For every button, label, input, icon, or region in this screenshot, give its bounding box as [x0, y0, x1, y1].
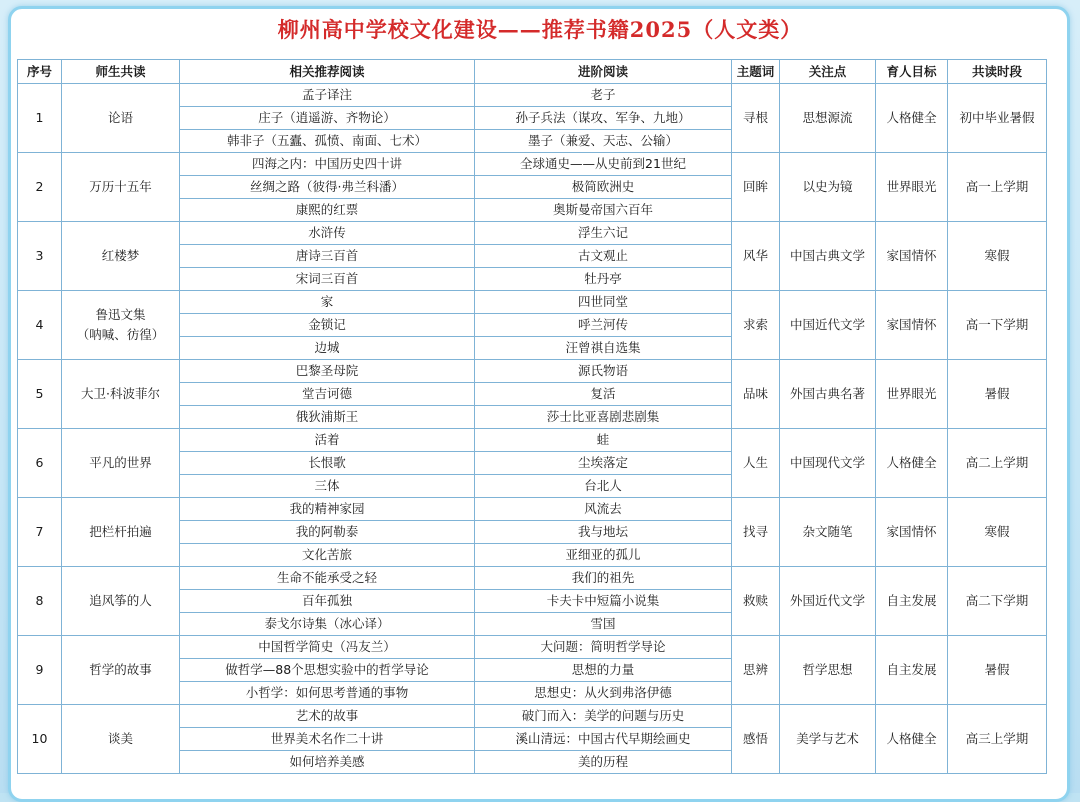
- advanced-book: 墨子（兼爱、天志、公输）: [475, 130, 732, 153]
- related-book: 水浒传: [180, 222, 475, 245]
- related-book: 世界美术名作二十讲: [180, 728, 475, 751]
- core-book: [62, 567, 180, 636]
- row-number: 1: [18, 84, 62, 153]
- core-book-title: 追风筝的人: [89, 593, 152, 608]
- advanced-book: 全球通史——从史前到21世纪: [475, 153, 732, 176]
- advanced-book: 尘埃落定: [475, 452, 732, 475]
- advanced-book: 浮生六记: [475, 222, 732, 245]
- core-book: [62, 153, 180, 222]
- table-row: [18, 705, 1047, 728]
- education-goal: 自主发展: [876, 567, 948, 636]
- related-book: 孟子译注: [180, 84, 475, 107]
- table-row: [18, 360, 1047, 383]
- advanced-book: 汪曾祺自选集: [475, 337, 732, 360]
- theme-word: 风华: [732, 222, 780, 291]
- focus-point: 美学与艺术: [780, 705, 876, 774]
- advanced-book: 四世同堂: [475, 291, 732, 314]
- reading-period: 寒假: [948, 222, 1047, 291]
- table-row: [18, 567, 1047, 590]
- reading-period: 暑假: [948, 636, 1047, 705]
- reading-period: 高一下学期: [948, 291, 1047, 360]
- advanced-book: 老子: [475, 84, 732, 107]
- related-book: 文化苦旅: [180, 544, 475, 567]
- table-row: [18, 222, 1047, 245]
- core-book-title: 平凡的世界: [89, 455, 152, 470]
- header-cell: 师生共读: [62, 60, 180, 84]
- core-book: [62, 705, 180, 774]
- row-number: 4: [18, 291, 62, 360]
- reading-period: 初中毕业暑假: [948, 84, 1047, 153]
- related-book: 边城: [180, 337, 475, 360]
- core-book-note: （呐喊、彷徨）: [76, 327, 165, 342]
- theme-word: 求索: [732, 291, 780, 360]
- row-number: 7: [18, 498, 62, 567]
- core-book-title: 论语: [107, 110, 133, 125]
- core-book: [62, 636, 180, 705]
- table-row: [18, 429, 1047, 452]
- advanced-book: 牡丹亭: [475, 268, 732, 291]
- theme-word: 感悟: [732, 705, 780, 774]
- reading-period: 高一上学期: [948, 153, 1047, 222]
- related-book: 小哲学：如何思考普通的事物: [180, 682, 475, 705]
- focus-point: 以史为镜: [780, 153, 876, 222]
- focus-point: 杂文随笔: [780, 498, 876, 567]
- core-book-title: 把栏杆拍遍: [89, 524, 152, 539]
- education-goal: 世界眼光: [876, 153, 948, 222]
- focus-point: 中国近代文学: [780, 291, 876, 360]
- focus-point: 哲学思想: [780, 636, 876, 705]
- header-cell: 关注点: [780, 60, 876, 84]
- related-book: 三体: [180, 475, 475, 498]
- focus-point: 中国现代文学: [780, 429, 876, 498]
- core-book-title: 哲学的故事: [89, 662, 152, 677]
- row-number: 3: [18, 222, 62, 291]
- core-book: [62, 360, 180, 429]
- table-row: [18, 153, 1047, 176]
- row-number: 6: [18, 429, 62, 498]
- related-book: 堂吉诃德: [180, 383, 475, 406]
- reading-period: 暑假: [948, 360, 1047, 429]
- core-book: [62, 498, 180, 567]
- advanced-book: 复活: [475, 383, 732, 406]
- advanced-book: 卡夫卡中短篇小说集: [475, 590, 732, 613]
- theme-word: 回眸: [732, 153, 780, 222]
- education-goal: 家国情怀: [876, 291, 948, 360]
- related-book: 四海之内：中国历史四十讲: [180, 153, 475, 176]
- header-cell: 育人目标: [876, 60, 948, 84]
- core-book: [62, 84, 180, 153]
- advanced-book: 源氏物语: [475, 360, 732, 383]
- related-book: 长恨歌: [180, 452, 475, 475]
- related-book: 百年孤独: [180, 590, 475, 613]
- header-cell: 共读时段: [948, 60, 1047, 84]
- core-book-title: 鲁迅文集: [95, 307, 146, 322]
- advanced-book: 雪国: [475, 613, 732, 636]
- reading-period: 高三上学期: [948, 705, 1047, 774]
- related-book: 艺术的故事: [180, 705, 475, 728]
- related-book: 我的精神家园: [180, 498, 475, 521]
- focus-point: 外国古典名著: [780, 360, 876, 429]
- header-row: [18, 60, 1047, 84]
- education-goal: 自主发展: [876, 636, 948, 705]
- related-book: 做哲学—88个思想实验中的哲学导论: [180, 659, 475, 682]
- advanced-book: 孙子兵法（谋攻、军争、九地）: [475, 107, 732, 130]
- related-book: 宋词三百首: [180, 268, 475, 291]
- education-goal: 世界眼光: [876, 360, 948, 429]
- theme-word: 寻根: [732, 84, 780, 153]
- table-body: [18, 84, 1047, 774]
- header-cell: 相关推荐阅读: [180, 60, 475, 84]
- table-row: [18, 84, 1047, 107]
- core-book-title: 红楼梦: [101, 248, 140, 263]
- reading-period: 高二下学期: [948, 567, 1047, 636]
- education-goal: 家国情怀: [876, 498, 948, 567]
- table-row: [18, 636, 1047, 659]
- advanced-book: 大问题：简明哲学导论: [475, 636, 732, 659]
- advanced-book: 我与地坛: [475, 521, 732, 544]
- row-number: 10: [18, 705, 62, 774]
- reading-period: 寒假: [948, 498, 1047, 567]
- related-book: 康熙的红票: [180, 199, 475, 222]
- education-goal: 家国情怀: [876, 222, 948, 291]
- focus-point: 外国近代文学: [780, 567, 876, 636]
- related-book: 泰戈尔诗集（冰心译）: [180, 613, 475, 636]
- row-number: 8: [18, 567, 62, 636]
- related-book: 家: [180, 291, 475, 314]
- theme-word: 救赎: [732, 567, 780, 636]
- focus-point: 思想源流: [780, 84, 876, 153]
- theme-word: 思辨: [732, 636, 780, 705]
- core-book: [62, 222, 180, 291]
- advanced-book: 奥斯曼帝国六百年: [475, 199, 732, 222]
- core-book-title: 大卫·科波菲尔: [81, 386, 160, 401]
- table-row: [18, 498, 1047, 521]
- row-number: 2: [18, 153, 62, 222]
- core-book: [62, 291, 180, 360]
- advanced-book: 我们的祖先: [475, 567, 732, 590]
- related-book: 活着: [180, 429, 475, 452]
- theme-word: 人生: [732, 429, 780, 498]
- row-number: 5: [18, 360, 62, 429]
- core-book: [62, 429, 180, 498]
- advanced-book: 风流去: [475, 498, 732, 521]
- related-book: 唐诗三百首: [180, 245, 475, 268]
- advanced-book: 亚细亚的孤儿: [475, 544, 732, 567]
- advanced-book: 美的历程: [475, 751, 732, 774]
- education-goal: 人格健全: [876, 84, 948, 153]
- education-goal: 人格健全: [876, 429, 948, 498]
- reading-period: 高二上学期: [948, 429, 1047, 498]
- theme-word: 找寻: [732, 498, 780, 567]
- core-book-title: 谈美: [107, 731, 133, 746]
- header-cell: 进阶阅读: [475, 60, 732, 84]
- theme-word: 品味: [732, 360, 780, 429]
- education-goal: 人格健全: [876, 705, 948, 774]
- advanced-book: 思想的力量: [475, 659, 732, 682]
- advanced-book: 蛙: [475, 429, 732, 452]
- related-book: 丝绸之路（彼得·弗兰科潘）: [180, 176, 475, 199]
- header-cell: 序号: [18, 60, 62, 84]
- advanced-book: 破门而入：美学的问题与历史: [475, 705, 732, 728]
- related-book: 中国哲学简史（冯友兰）: [180, 636, 475, 659]
- advanced-book: 思想史：从火到弗洛伊德: [475, 682, 732, 705]
- advanced-book: 台北人: [475, 475, 732, 498]
- related-book: 俄狄浦斯王: [180, 406, 475, 429]
- related-book: 生命不能承受之轻: [180, 567, 475, 590]
- related-book: 我的阿勒泰: [180, 521, 475, 544]
- header-cell: 主题词: [732, 60, 780, 84]
- row-number: 9: [18, 636, 62, 705]
- advanced-book: 呼兰河传: [475, 314, 732, 337]
- advanced-book: 溪山清远：中国古代早期绘画史: [475, 728, 732, 751]
- advanced-book: 莎士比亚喜剧悲剧集: [475, 406, 732, 429]
- related-book: 如何培养美感: [180, 751, 475, 774]
- related-book: 庄子（逍遥游、齐物论）: [180, 107, 475, 130]
- focus-point: 中国古典文学: [780, 222, 876, 291]
- core-book-title: 万历十五年: [89, 179, 152, 194]
- table-row: [18, 291, 1047, 314]
- related-book: 巴黎圣母院: [180, 360, 475, 383]
- advanced-book: 古文观止: [475, 245, 732, 268]
- advanced-book: 极简欧洲史: [475, 176, 732, 199]
- book-table: [17, 59, 1047, 774]
- related-book: 韩非子（五蠹、孤愤、南面、七术）: [180, 130, 475, 153]
- page-title: 柳州高中学校文化建设——推荐书籍2025（人文类）: [277, 17, 803, 42]
- related-book: 金锁记: [180, 314, 475, 337]
